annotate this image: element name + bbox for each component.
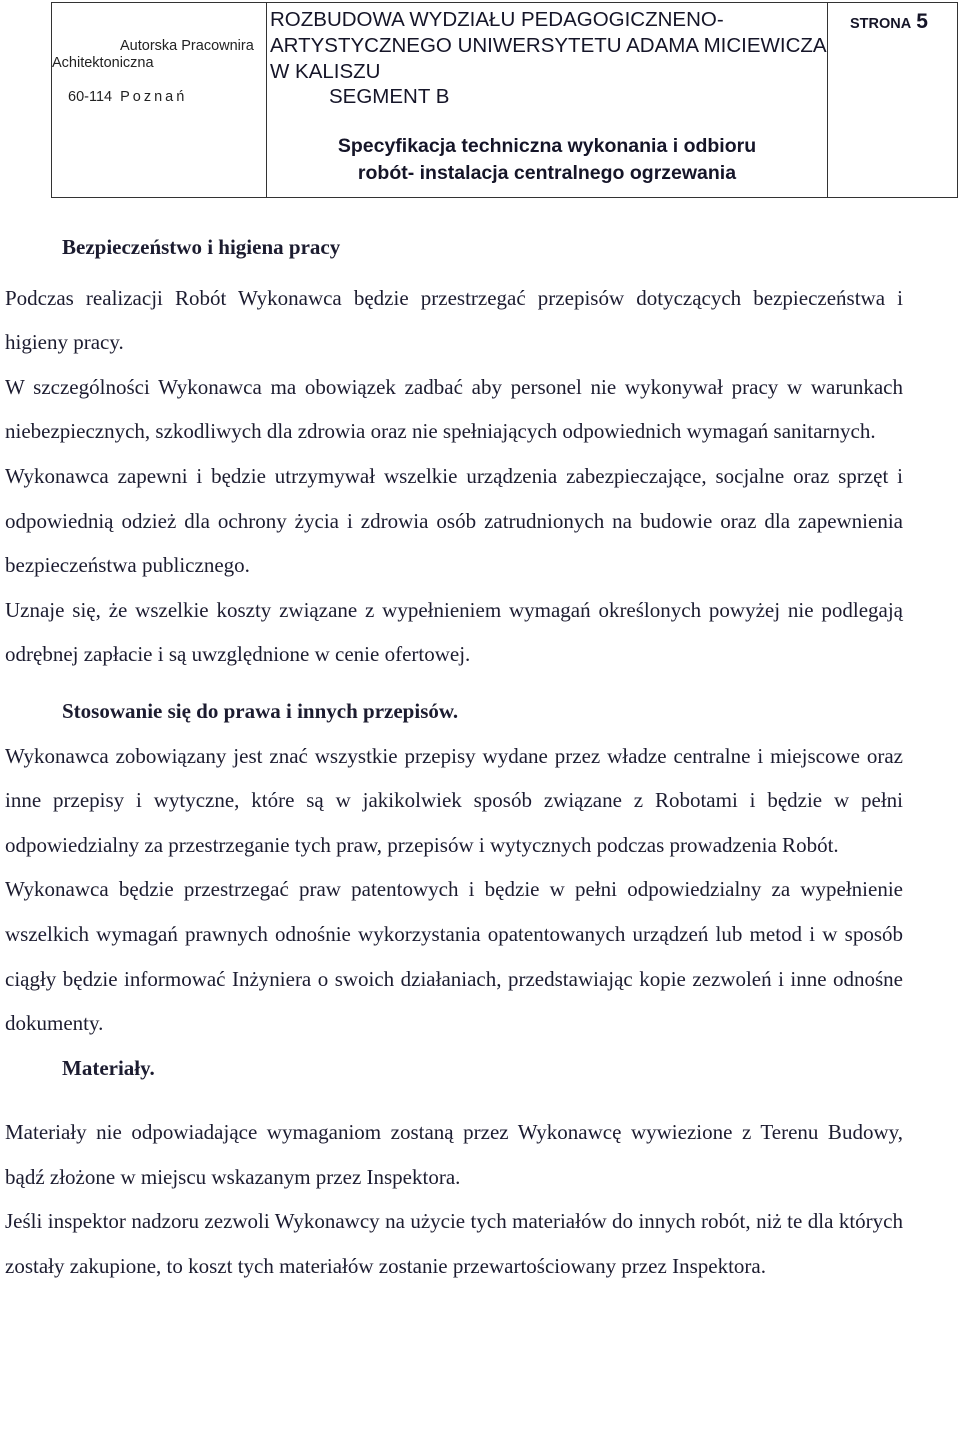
spec-title-line: Specyfikacja techniczna wykonania i odbioru bbox=[337, 135, 757, 157]
spec-title bbox=[267, 133, 827, 187]
project-title bbox=[270, 7, 827, 85]
project-title-line: W KALISZU bbox=[270, 60, 381, 83]
project-title-line: ARTYSTYCZNEGO UNIWERSYTETU ADAMA MICIEWICZA bbox=[270, 34, 827, 57]
document-header bbox=[51, 2, 958, 198]
header-page-cell bbox=[828, 3, 957, 197]
firm-name-line2: Achitektoniczna bbox=[52, 55, 154, 71]
paragraph: Uznaje się, że wszelkie koszty związane z wypełnieniem wymagań określonych powyżej nie podlegają odrębnej zapłacie i są uwzględnione w cenie ofertowej. bbox=[5, 597, 903, 667]
page-number: 5 bbox=[916, 10, 928, 33]
firm-address bbox=[68, 89, 187, 105]
paragraph: Materiały nie odpowiadające wymaganiom zostaną przez Wykonawcę wywiezione z Terenu Budowy, bądź złożone w miejscu wskazanym przez Inspektora. bbox=[5, 1120, 903, 1189]
firm-postcode: 60-114 bbox=[68, 89, 113, 105]
section-heading: Materiały. bbox=[62, 1055, 155, 1080]
paragraph: Podczas realizacji Robót Wykonawca będzie przestrzegać przepisów dotyczących bezpieczeństwa i higieny pracy. bbox=[5, 285, 903, 355]
paragraph: Wykonawca zobowiązany jest znać wszystkie przepisy wydane przez władze centralne i miejscowe oraz inne przepisy i wytyczne, które są w jakikolwiek sposób związane z Robotami i będzie w pełni odpowiedzialny za przestrzeganie tych praw, przepisów i wytycznych podczas prowadzenia Robót. bbox=[5, 743, 903, 857]
paragraph: Wykonawca zapewni i będzie utrzymywał wszelkie urządzenia zabezpieczające, socjalne oraz sprzęt i odpowiednią odzież dla ochrony życia i zdrowia osób zatrudnionych na budowie oraz dla zapewnienia bezpieczeństwa publicznego. bbox=[5, 463, 903, 578]
firm-name-line1: Autorska Pracownira bbox=[120, 38, 254, 54]
project-title-line: ROZBUDOWA WYDZIAŁU PEDAGOGICZNENO- bbox=[270, 8, 724, 31]
segment-label: SEGMENT B bbox=[329, 85, 450, 108]
paragraph: Jeśli inspektor nadzoru zezwoli Wykonawcy na użycie tych materiałów do innych robót, niż te dla których zostały zakupione, to koszt tych materiałów zostanie przewartościowany przez Inspektora. bbox=[5, 1209, 903, 1279]
header-project-cell bbox=[267, 3, 828, 197]
firm-city: Poznań bbox=[120, 89, 188, 105]
paragraph: W szczególności Wykonawca ma obowiązek zadbać aby personel nie wykonywał pracy w warunkach niebezpiecznych, szkodliwych dla zdrowia oraz nie spełniających odpowiednich wymagań sanitarnych. bbox=[5, 374, 903, 444]
page-word: STRONA bbox=[850, 16, 912, 32]
section-heading: Stosowanie się do prawa i innych przepisów. bbox=[62, 698, 459, 723]
spec-title-line: robót- instalacja centralnego ogrzewania bbox=[357, 162, 737, 184]
header-firm-cell bbox=[52, 3, 267, 197]
section-heading: Bezpieczeństwo i higiena pracy bbox=[62, 235, 341, 259]
paragraph: Wykonawca będzie przestrzegać praw patentowych i będzie w pełni odpowiedzialny za wypełnienie wszelkich wymagań prawnych odnośnie wykorzystania opatentowanych urządzeń lub metod i w sposób ciągły będzie informować Inżyniera o swoich działaniach, przedstawiając kopie zezwoleń i inne odnośne dokumenty. bbox=[5, 877, 903, 1036]
document-body bbox=[5, 225, 903, 1289]
page-indicator bbox=[850, 10, 928, 34]
